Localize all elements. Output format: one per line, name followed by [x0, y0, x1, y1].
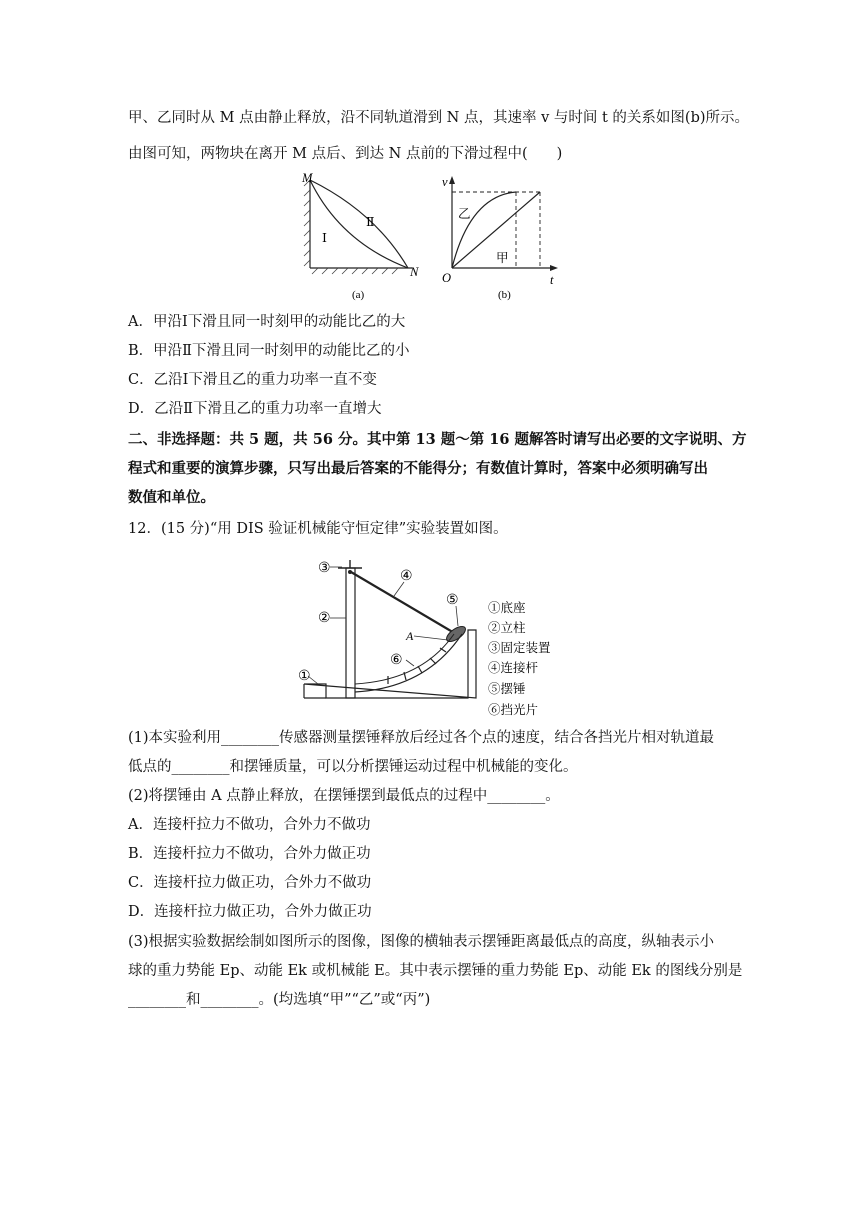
- q12-part3-line2: 球的重力势能 Ep、动能 Ek 或机械能 E。其中表示摆锤的重力势能 Ep、动能 Ek 的图线分别是: [128, 963, 743, 979]
- q11-option-a: A．甲沿Ⅰ下滑且同一时刻甲的动能比乙的大: [128, 314, 406, 330]
- q12-title: 12．(15 分)“用 DIS 验证机械能守恒定律”实验装置如图。: [128, 521, 508, 537]
- figure-a-label-M: M: [302, 172, 313, 185]
- apparatus-diagram: [296, 552, 576, 724]
- figure-b-caption: (b): [498, 289, 511, 301]
- marker-4: ④: [400, 569, 413, 584]
- marker-6: ⑥: [390, 653, 403, 668]
- legend-pendulum: ⑤摆锤: [488, 682, 526, 696]
- marker-point-A: A: [406, 629, 414, 643]
- q12-part2-option-c: C．连接杆拉力做正功，合外力不做功: [128, 875, 372, 891]
- legend-base: ①底座: [488, 601, 526, 615]
- figure-b-axis-t: t: [550, 273, 554, 287]
- q12-part3-line1: (3)根据实验数据绘制如图所示的图像，图像的横轴表示摆锤距离最低点的高度，纵轴表示小: [128, 934, 715, 950]
- legend-rod: ④连接杆: [488, 661, 539, 675]
- figure-a-track-II: Ⅱ: [366, 215, 375, 229]
- figure-b-label-yi: 乙: [458, 207, 471, 221]
- figure-a-label-N: N: [410, 265, 419, 279]
- figure-a-tracks: [300, 172, 430, 304]
- figure-b-origin: O: [442, 271, 452, 285]
- q11-stem-line1: 甲、乙同时从 M 点由静止释放，沿不同轨道滑到 N 点，其速率 v 与时间 t 的关系如图(b)所示。: [128, 110, 750, 126]
- q12-part1-line2: 低点的________和摆锤质量，可以分析摆锤运动过程中机械能的变化。: [128, 759, 578, 775]
- figure-b-vt-graph: [440, 172, 570, 304]
- marker-2: ②: [318, 611, 331, 626]
- q11-option-b: B．甲沿Ⅱ下滑且同一时刻甲的动能比乙的小: [128, 343, 410, 359]
- marker-3: ③: [318, 561, 331, 576]
- figure-a-track-I: Ⅰ: [322, 231, 327, 245]
- q12-part2: (2)将摆锤由 A 点静止释放，在摆锤摆到最低点的过程中________。: [128, 788, 560, 804]
- legend-fixture: ③固定装置: [488, 641, 551, 655]
- q11-option-d: D．乙沿Ⅱ下滑且乙的重力功率一直增大: [128, 401, 382, 417]
- figure-a-caption: (a): [352, 289, 365, 301]
- legend-shutter: ⑥挡光片: [488, 703, 539, 717]
- marker-1: ①: [298, 669, 311, 684]
- marker-5: ⑤: [446, 593, 459, 608]
- q12-part2-option-b: B．连接杆拉力不做功，合外力做正功: [128, 846, 371, 862]
- section2-line3: 数值和单位。: [128, 489, 215, 506]
- q12-part3-line3: ________和________。(均选填“甲”“乙”或“丙”): [128, 992, 431, 1008]
- q12-part2-option-d: D．连接杆拉力做正功，合外力做正功: [128, 904, 372, 920]
- section2-line2: 程式和重要的演算步骤，只写出最后答案的不能得分；有数值计算时，答案中必须明确写出: [128, 460, 708, 477]
- q11-stem-line2: 由图可知，两物块在离开 M 点后、到达 N 点前的下滑过程中( ): [128, 146, 563, 162]
- figure-b-axis-v: v: [442, 175, 448, 189]
- q11-option-c: C．乙沿Ⅰ下滑且乙的重力功率一直不变: [128, 372, 377, 388]
- figure-b-label-jia: 甲: [496, 251, 509, 265]
- section2-line1: 二、非选择题：共 5 题，共 56 分。其中第 13 题～第 16 题解答时请写出必要的文字说明、方: [128, 431, 747, 448]
- legend-pillar: ②立柱: [488, 621, 526, 635]
- q12-part2-option-a: A．连接杆拉力不做功，合外力不做功: [128, 817, 371, 833]
- q12-part1-line1: (1)本实验利用________传感器测量摆锤释放后经过各个点的速度，结合各挡光片相对轨道最: [128, 730, 715, 746]
